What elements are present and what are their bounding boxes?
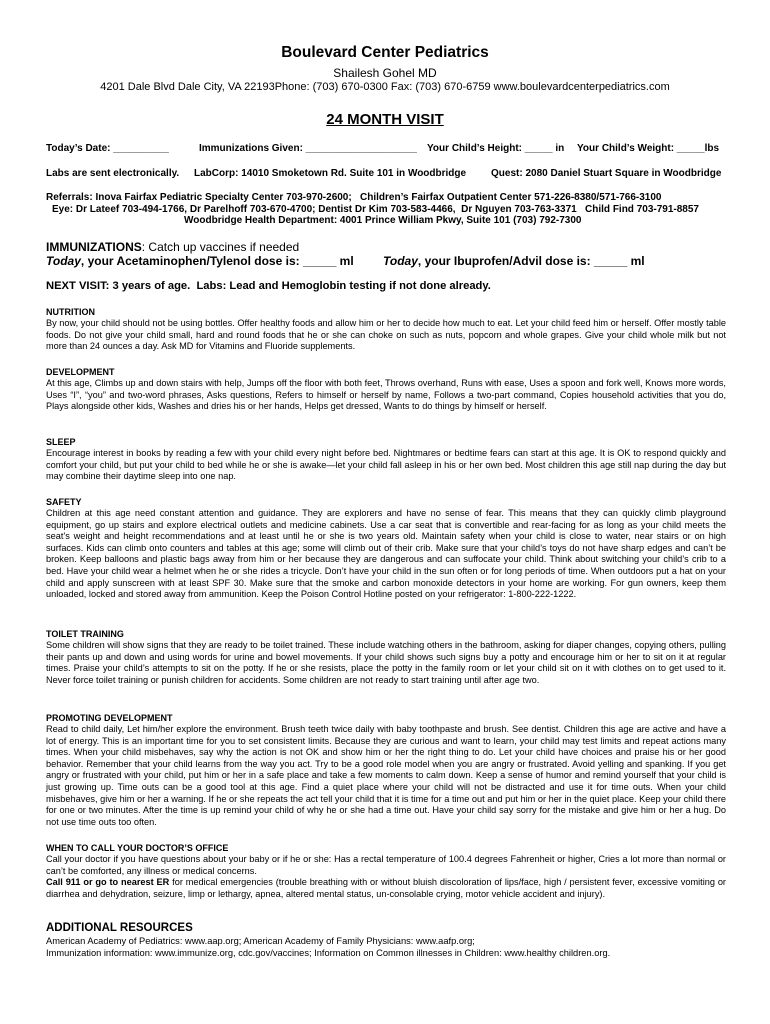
ibuprofen-dose[interactable] — [383, 254, 645, 268]
section-text — [46, 854, 726, 900]
acetaminophen-dose-text: , your Acetaminophen/Tylenol dose is: _____ ml — [80, 254, 354, 268]
emergency-text: for medical emergencies (trouble breathing with or without bluish discoloration of lips/face, high / persistent fever, excessive vomiting or diarrhea and dehydration, seizure, limp or lethargy, apnea, altered mental status, un-consolable crying, motor vehicle accident and injury). — [46, 877, 726, 899]
practice-name: Boulevard Center Pediatrics — [281, 44, 489, 61]
immunizations-text: : Catch up vaccines if needed — [141, 240, 300, 254]
resources-line-1: American Academy of Pediatrics: www.aap.org; American Academy of Family Physicians: www.aafp.org; — [46, 936, 475, 946]
labcorp-location: LabCorp: 14010 Smoketown Rd. Suite 101 in Woodbridge — [194, 168, 467, 179]
section-toilet-training — [46, 628, 726, 686]
section-title: TOILET TRAINING — [46, 629, 124, 639]
labs-electronic: Labs are sent electronically. — [46, 168, 180, 179]
section-title: PROMOTING DEVELOPMENT — [46, 713, 173, 723]
doctor-name: Shailesh Gohel MD — [333, 66, 437, 80]
section-title: NUTRITION — [46, 307, 95, 317]
when-to-call-text: Call your doctor if you have questions about your baby or if he or she: Has a rectal temperature of 100.4 degrees Fahrenheit or higher, Cries a lot more than normal or can’t be comforted, any illness or medical concerns. — [46, 854, 726, 876]
section-title: SLEEP — [46, 437, 76, 447]
todays-date-field[interactable]: Today’s Date: __________ — [46, 143, 169, 154]
section-when-to-call — [46, 842, 726, 900]
section-title: WHEN TO CALL YOUR DOCTOR’S OFFICE — [46, 843, 229, 853]
next-visit: NEXT VISIT: 3 years of age. Labs: Lead and Hemoglobin testing if not done already. — [46, 280, 491, 292]
section-text: Some children will show signs that they are ready to be toilet trained. These include watching others in the bathroom, asking for diaper changes, copying others, pulling their pants up and down and using words for urine and bowel movements. If your child shows such signs buy a potty and encourage him or her to sit on it at regular times. Praise your child’s attempts to sit on the potty. If he or she resists, place the potty in the family room or let your child sit on it with clothes on to get used to it. Never force toilet training or punish children for accidents. Some children are not ready to start training until after age two. — [46, 640, 726, 685]
practice-contact: 4201 Dale Blvd Dale City, VA 22193Phone: (703) 670-0300 Fax: (703) 670-6759 www.boulevardcenterpediatrics.com — [100, 81, 670, 93]
weight-field[interactable]: Your Child’s Weight: _____lbs — [577, 143, 720, 154]
height-field[interactable]: Your Child’s Height: _____ in — [427, 143, 565, 154]
immunizations-line — [46, 240, 299, 254]
today-label-2: Today — [383, 254, 418, 268]
section-development — [46, 366, 726, 413]
section-text: At this age, Climbs up and down stairs with help, Jumps off the floor with both feet, Throws overhand, Runs with ease, Uses a spoon and fork well, Knows more words, Uses “I”, “you” and two-word phrases, Asks questions, Refers to himself or herself by name, Follows a two-part command, Copies household activities that you do, Plays alongside other kids, Washes and dries his or her hands, Helps get dressed, Wants to do things by himself or herself. — [46, 378, 726, 412]
today-label: Today — [46, 254, 81, 268]
call-911-label: Call 911 or go to nearest ER — [46, 877, 170, 888]
ibuprofen-dose-text: , your Ibuprofen/Advil dose is: _____ ml — [417, 254, 645, 268]
referrals-line-3: Woodbridge Health Department: 4001 Prince William Pkwy, Suite 101 (703) 792-7300 — [184, 215, 582, 226]
quest-location: Quest: 2080 Daniel Stuart Square in Woodbridge — [491, 168, 722, 179]
section-text: Encourage interest in books by reading a few with your child every night before bed. Nightmares or bedtime fears can start at this age. It is OK to respond quickly and comfort your child, but put your child to bed while he or she is awake—let your child fall asleep in his or her own bed. Most children this age still nap during the day but may combine their daytime sleep into one nap. — [46, 448, 726, 482]
resources-line-2: Immunization information: www.immunize.org, cdc.gov/vaccines; Information on Common illnesses in Children: www.healthy children.org. — [46, 948, 611, 958]
section-safety — [46, 496, 726, 601]
section-promoting-development — [46, 712, 726, 828]
immunizations-label: IMMUNIZATIONS — [46, 240, 142, 254]
referrals-line-2: Eye: Dr Lateef 703-494-1766, Dr Parelhoff 703-670-4700; Dentist Dr Kim 703-583-4466, Dr Nguyen 703-763-3371 Child Find 703-791-8857 — [52, 204, 699, 215]
section-text: Children at this age need constant attention and guidance. They are explorers and have no sense of fear. This means that they can quickly climb playground equipment, go up stairs and explore electrical outlets and medicine cabinets. Use a car seat that is convertible and rear-facing for as long as your child meets the seat’s weight and height recommendations and at least until he or she is two years old. Maintain safety when your child is close to water, near stairs or on high surfaces. Kids can climb onto counters and tables at this age; some will climb out of their crib. Make sure that your child’s toys do not have sharp edges and can’t be broken. Keep balloons and plastic bags away from him or her because they are dangerous and can suffocate your child. Think about switching your child’s crib to a bed. Have your child wear a helmet when he or she rides a tricycle. Don’t have your child in the sun often or for long periods of time. When outdoors put a hat on your child and apply sunscreen with at least SPF 30. Make sure that the smoke and carbon monoxide detectors in your home are working. For gun owners, keep them unloaded, locked and stored away from ammunition. Keep the Poison Control Hotline posted on your refrigerator: 1-800-222-1222. — [46, 508, 726, 600]
section-nutrition — [46, 306, 726, 353]
referrals-line-1: Referrals: Inova Fairfax Pediatric Specialty Center 703-970-2600; Children’s Fairfax Outpatient Center 571-226-8380/571-766-3100 — [46, 192, 662, 203]
acetaminophen-dose[interactable] — [46, 254, 354, 268]
section-sleep — [46, 436, 726, 483]
immunizations-given-field[interactable]: Immunizations Given: ____________________ — [199, 143, 417, 154]
section-text: By now, your child should not be using bottles. Offer healthy foods and allow him or her to decide how much to eat. Let your child feed him or herself. Offer mostly table foods. Do not give your child small, hard and round foods that he or she can choke on such as nuts, popcorn and whole grapes. Give your child whole milk but not more than 24 ounces a day. Ask MD for Vitamins and Fluoride supplements. — [46, 318, 726, 352]
section-title: SAFETY — [46, 497, 82, 507]
section-additional-resources — [46, 922, 726, 959]
visit-title: 24 MONTH VISIT — [326, 111, 444, 128]
section-text: Read to child daily, Let him/her explore the environment. Brush teeth twice daily with baby toothpaste and brush. See dentist. Children this age are active and have a lot of energy. This is an important time for you to set consistent limits. Because they are curious and want to learn, your child may test limits and repeat actions many times. When your child misbehaves, say why the action is not OK and show him or her the right thing to do. Let your child have choices and praise his or her good behavior. Remember that your child learns from the way you act. Try to be a good role model when you are angry or frustrated. Avoid yelling and spanking. If you get angry or frustrated with your child, put him or her in a safe place and take a few moments to calm down. Keep a sense of humor and remind yourself that your child is just growing up. Time outs can be a good tool at this age. Find a quiet place where your child will not be distracted and use it for time outs. When your child misbehaves, give him or her a warning. If he or she repeats the act tell your child that it is time for a time out and put him or her in the quiet place. Keep your child there for one or two minutes. After the time is up remind your child of why he or she had a time out. Have your child say sorry for the mistake and give him or her a hug. Do not use time outs too often. — [46, 724, 726, 827]
resources-title: ADDITIONAL RESOURCES — [46, 922, 193, 934]
section-title: DEVELOPMENT — [46, 367, 115, 377]
